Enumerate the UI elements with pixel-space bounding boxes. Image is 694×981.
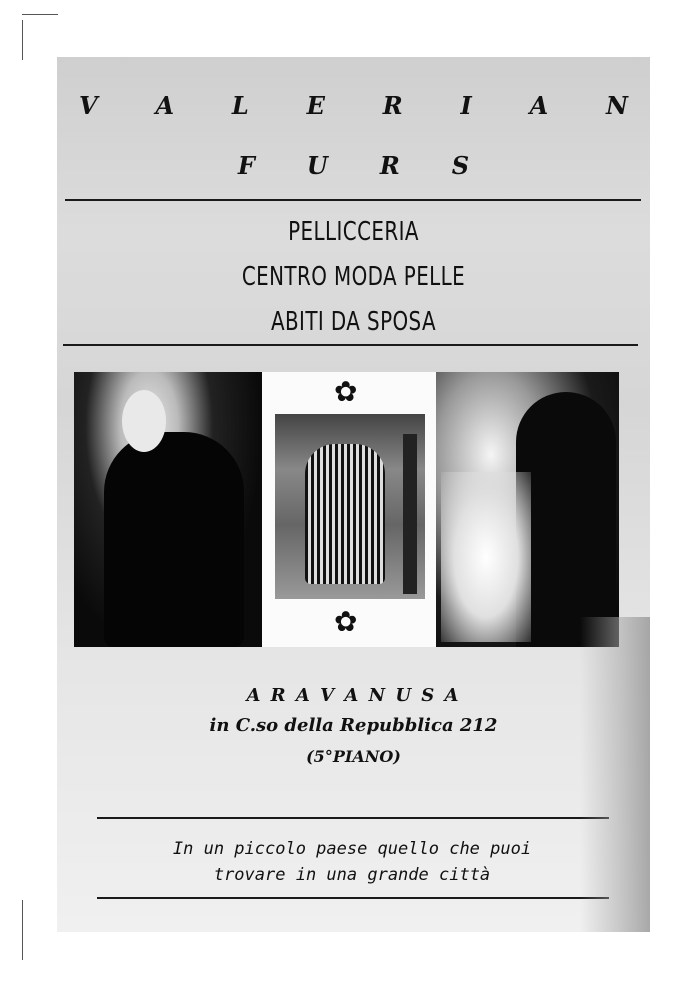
brand-letter: L (231, 91, 249, 120)
brand-letter: R (379, 151, 400, 180)
brand-letter: F (237, 151, 255, 180)
photo-strip (74, 372, 619, 647)
divider-top (65, 199, 641, 201)
photo-striped-coat (262, 372, 436, 647)
address-street: in C.so della Repubblica 212 (209, 715, 498, 736)
poster (57, 57, 650, 932)
service-leather-fashion: CENTRO MODA PELLE (241, 262, 466, 292)
scan-mark (22, 14, 58, 15)
address-town: A R A V A N U S A (246, 685, 461, 706)
striped-coat-figure (305, 444, 385, 584)
brand-name-line2 (57, 151, 650, 180)
brand-letter: A (155, 91, 175, 120)
brand-letter: U (306, 151, 328, 180)
divider-tagline-top (97, 817, 609, 819)
brand-letter: A (529, 91, 549, 120)
photo-bride-and-groom (436, 372, 619, 647)
flower-logo-icon: ✿ (334, 605, 358, 638)
groom-figure (516, 392, 616, 647)
bridal-veil (441, 472, 531, 642)
brand-name-line1 (57, 91, 650, 120)
divider-tagline-bottom (97, 897, 609, 899)
brand-letter: I (460, 91, 472, 120)
brand-letter: V (79, 91, 98, 120)
brand-letter: S (451, 151, 470, 180)
tagline-line2: trovare in una grande città (213, 865, 491, 885)
divider-middle (63, 344, 638, 346)
address-floor: (5°PIANO) (306, 747, 401, 766)
brand-letter: E (306, 91, 325, 120)
flower-logo-icon: ✿ (334, 375, 358, 408)
fur-coat-figure (104, 432, 244, 647)
scan-mark (22, 900, 23, 960)
scan-mark (22, 20, 23, 60)
service-wedding-dresses: ABITI DA SPOSA (270, 307, 437, 337)
photo-woman-in-fur (74, 372, 262, 647)
city-skyline-picture (275, 414, 425, 599)
brand-letter: N (606, 91, 628, 120)
service-furs: PELLICCERIA (288, 217, 419, 247)
brand-letter: R (382, 91, 403, 120)
tagline-line1: In un piccolo paese quello che puoi (172, 839, 532, 859)
model-face (122, 390, 166, 452)
skyscraper (403, 434, 417, 594)
